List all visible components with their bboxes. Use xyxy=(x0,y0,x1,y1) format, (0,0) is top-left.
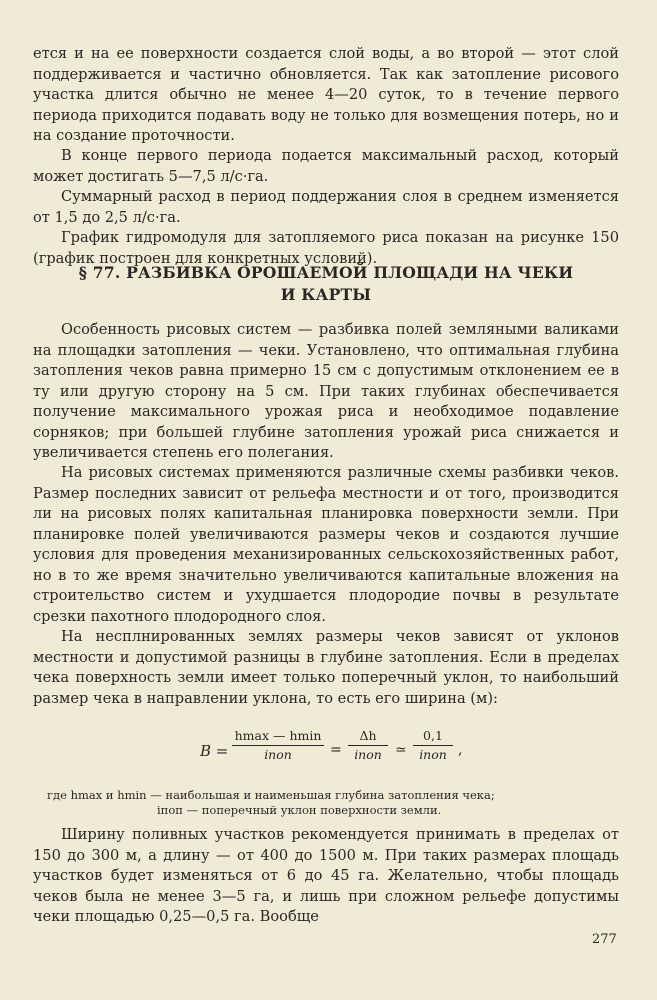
formula-fraction-3-numerator: 0,1 xyxy=(423,728,443,743)
paragraph-check-schemes: На рисовых системах применяются различные схемы разбивки чеков. Размер последних зависит от рельефа местности и от того, производится ли на рисовых полях капитальная планировка поверхности земли. При планировке полей увеличиваются размеры чеков и создаются лучшие условия для проведения механизированных сельскохозяйственных работ, но в то же время значительно увеличиваются капитальные вложения на строительство систем и ухудшается плодородие почвы в результате срезки пахотного плодородного слоя. xyxy=(33,464,619,625)
paragraph-plot-size: Ширину поливных участков рекомендуется принимать в пределах от 150 до 300 м, а длину — от 400 до 1500 м. При таких размерах площадь участков будет изменяться от 6 до 45 га. Желательно, чтобы площадь чеков была не менее 3—5 га, и лишь при сложном рельефе допустимы чеки площадью 0,25—0,5 га. Вообще xyxy=(33,826,619,925)
paragraph-unplanned-lands: На несплнированных землях размеры чеков зависят от уклонов местности и допустимой разницы в глубине затопления. Если в пределах чека поверхность земли имеет только поперечный уклон, то наибольший размер чека в направлении уклона, то есть его ширина (м): xyxy=(33,628,619,707)
paragraph-continuation: ется и на ее поверхности создается слой воды, а во второй — этот слой поддерживается и частично обновляется. Так как затопление рисового участка длится обычно не менее 4—20 суток, то в течение первого периода приходится подавать воду не только для возмещения потерь, но и на создание проточности. xyxy=(33,45,619,144)
fraction-bar xyxy=(413,745,453,746)
page-number: 277 xyxy=(592,932,617,947)
formula-fraction-2-numerator: Δh xyxy=(359,728,377,743)
formula-fraction-1-denominator: iпоп xyxy=(264,747,292,762)
formula-legend-line2: iпоп — поперечный уклон поверхности земли. xyxy=(157,803,442,817)
paragraph-total-flow: Суммарный расход в период поддержания слоя в среднем изменяется от 1,5 до 2,5 л/с·га. xyxy=(33,188,619,226)
formula-equals: = xyxy=(330,742,342,758)
formula-fraction-3-denominator: iпоп xyxy=(419,747,447,762)
paragraph-rice-systems: Особенность рисовых систем — разбивка полей земляными валиками на площадки затопления — чеки. Установлено, что оптимальная глубина затопления чеков равна примерно 15 см с допустимым отклонением ее в ту или другую сторону на 5 см. При таких глубинах обеспечивается получение максимального урожая риса и необходимое подавление сорняков; при большей глубине затопления урожай риса снижается и увеличивается степень его полегания. xyxy=(33,321,619,461)
fraction-bar xyxy=(348,745,388,746)
formula-comma: , xyxy=(458,742,463,758)
formula-fraction-1 xyxy=(232,728,324,762)
paragraph-hydromodule: График гидромодуля для затопляемого риса показан на рисунке 150 (график построен для конкретных условий). xyxy=(33,229,619,267)
formula-lhs: B = xyxy=(200,742,229,760)
formula-fraction-3 xyxy=(413,728,453,762)
formula-legend-line1: где hmax и hmin — наибольшая и наименьшая глубина затопления чека; xyxy=(47,788,495,802)
formula-fraction-1-numerator: hmax — hmin xyxy=(234,728,322,743)
formula-fraction-2 xyxy=(348,728,388,762)
section-heading-line2: И КАРТЫ xyxy=(280,285,372,304)
fraction-bar xyxy=(232,745,324,746)
section-heading xyxy=(33,262,619,306)
formula-approx: ≃ xyxy=(395,742,407,758)
formula-legend xyxy=(47,788,607,818)
width-formula xyxy=(200,728,500,774)
formula-fraction-2-denominator: iпоп xyxy=(354,747,382,762)
section-heading-line1: § 77. РАЗБИВКА ОРОШАЕМОЙ ПЛОЩАДИ НА ЧЕКИ xyxy=(78,263,574,282)
paragraph-max-flow: В конце первого периода подается максимальный расход, который может достигать 5—7,5 л/с·га. xyxy=(33,147,619,185)
